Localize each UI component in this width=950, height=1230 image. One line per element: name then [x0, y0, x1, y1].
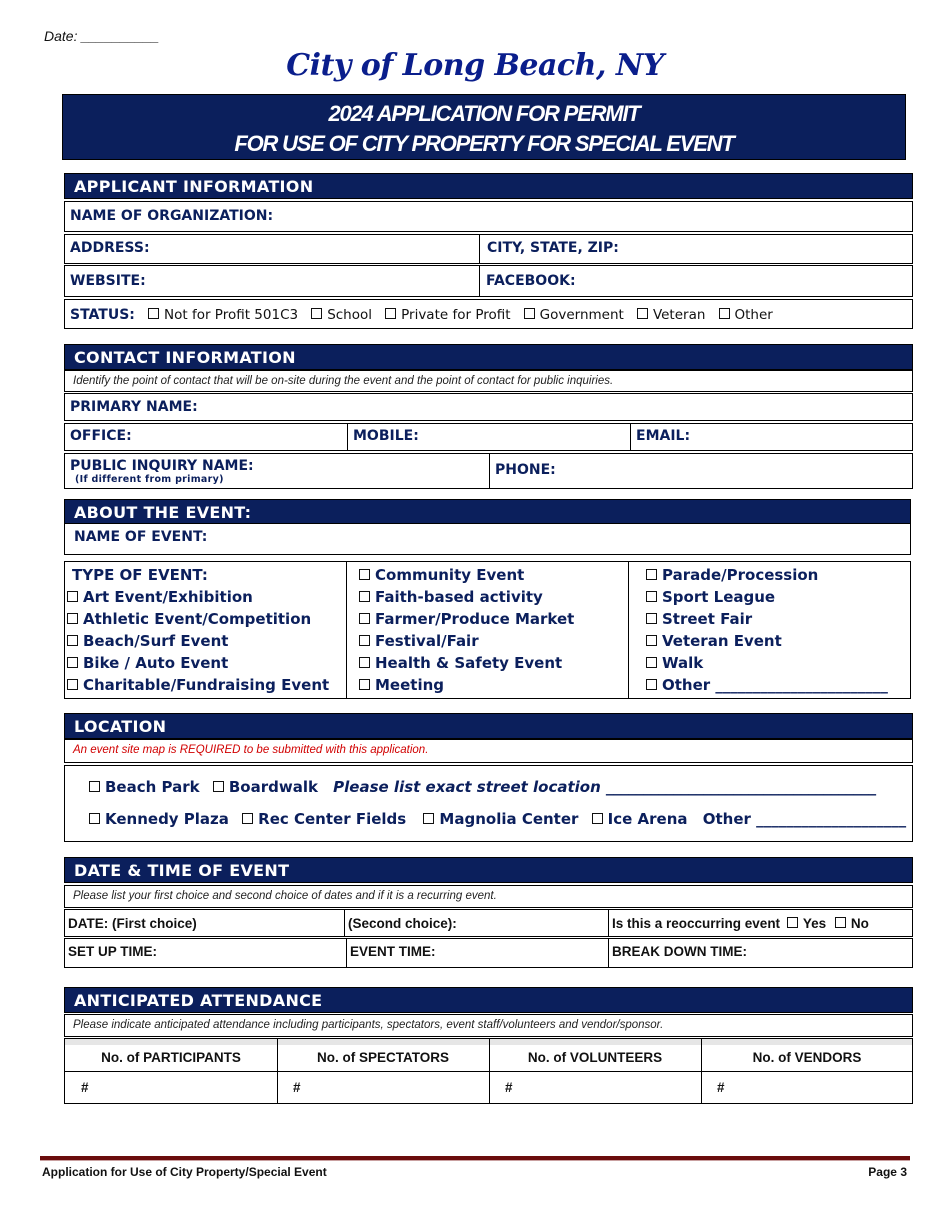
checkbox-icon	[719, 308, 730, 319]
event-type-col-2	[359, 564, 574, 696]
location-ice-arena[interactable]: Ice Arena	[592, 810, 688, 828]
status-option-veteran[interactable]: Veteran	[637, 307, 705, 323]
location-other-field[interactable]: Other ____________________	[702, 810, 907, 828]
checkbox-icon	[524, 308, 535, 319]
date-field[interactable]: Date: __________	[44, 28, 160, 44]
mobile-label: MOBILE:	[353, 428, 419, 444]
event-type-col-1	[67, 564, 329, 696]
attendance-section	[64, 987, 913, 1104]
checkbox-icon	[311, 308, 322, 319]
address-label: ADDRESS:	[70, 240, 150, 256]
website-label: WEBSITE:	[70, 273, 146, 289]
datetime-heading: DATE & TIME OF EVENT	[64, 857, 913, 883]
volunteers-header: No. of VOLUNTEERS	[527, 1050, 663, 1065]
status-option-private[interactable]: Private for Profit	[385, 307, 510, 323]
checkbox-icon	[67, 679, 78, 690]
status-option-government[interactable]: Government	[524, 307, 624, 323]
email-label: EMAIL:	[636, 428, 691, 444]
checkbox-icon	[646, 635, 657, 646]
page-number: Page 3	[868, 1165, 907, 1179]
primary-name-field[interactable]	[64, 393, 913, 421]
checkbox-icon	[592, 813, 603, 824]
attendance-note: Please indicate anticipated attendance including participants, spectators, event staff/volunteers and vendor/sponsor.	[73, 1019, 664, 1031]
attendance-heading: ANTICIPATED ATTENDANCE	[64, 987, 913, 1013]
date-row	[64, 909, 913, 937]
location-rec-center[interactable]: Rec Center Fields	[242, 810, 406, 828]
event-type-athletic[interactable]: Athletic Event/Competition	[67, 608, 329, 630]
recurring-yes[interactable]: Yes	[787, 916, 826, 931]
event-type-bike[interactable]: Bike / Auto Event	[67, 652, 329, 674]
status-option-nonprofit[interactable]: Not for Profit 501C3	[148, 307, 298, 323]
participants-input[interactable]: #	[81, 1080, 89, 1095]
office-row	[64, 423, 913, 451]
participants-header: No. of PARTICIPANTS	[101, 1050, 241, 1065]
recurring-question: Is this a reoccurring event Yes No	[612, 916, 869, 931]
attendance-table	[64, 1038, 913, 1104]
event-type-walk[interactable]: Walk	[646, 652, 888, 674]
status-option-other[interactable]: Other	[719, 307, 773, 323]
event-heading: ABOUT THE EVENT:	[64, 499, 911, 525]
checkbox-icon	[89, 781, 100, 792]
event-type-beach[interactable]: Beach/Surf Event	[67, 630, 329, 652]
status-label: STATUS:	[70, 307, 135, 323]
event-name-field[interactable]	[64, 523, 911, 555]
event-section	[64, 499, 911, 699]
attendance-note-row	[64, 1014, 913, 1037]
public-row	[64, 453, 913, 489]
vendors-header: No. of VENDORS	[752, 1050, 862, 1065]
web-row	[64, 265, 913, 297]
location-row-1	[89, 776, 876, 798]
event-type-farmer[interactable]: Farmer/Produce Market	[359, 608, 574, 630]
checkbox-icon	[242, 813, 253, 824]
public-inquiry-label: PUBLIC INQUIRY NAME:	[70, 458, 254, 474]
applicant-heading: APPLICANT INFORMATION	[64, 173, 913, 199]
org-name-field[interactable]	[64, 201, 913, 232]
spectators-header: No. of SPECTATORS	[316, 1050, 449, 1065]
form-title-banner	[62, 94, 906, 160]
event-type-art[interactable]: Art Event/Exhibition	[67, 586, 329, 608]
setup-time-label: SET UP TIME:	[68, 944, 158, 959]
public-inquiry-sublabel: (If different from primary)	[75, 474, 224, 485]
second-choice-label: (Second choice):	[348, 916, 457, 931]
event-type-other[interactable]: Other _______________________	[646, 674, 888, 696]
volunteers-input[interactable]: #	[505, 1080, 513, 1095]
breakdown-time-label: BREAK DOWN TIME:	[612, 944, 747, 959]
first-choice-label: DATE: (First choice)	[68, 916, 197, 931]
location-note: An event site map is REQUIRED to be submitted with this application.	[73, 744, 429, 756]
checkbox-icon	[637, 308, 648, 319]
checkbox-icon	[359, 679, 370, 690]
banner-line-2: FOR USE OF CITY PROPERTY FOR SPECIAL EVENT	[234, 131, 734, 156]
checkbox-icon	[359, 613, 370, 624]
event-type-col-3	[646, 564, 888, 696]
recurring-no[interactable]: No	[835, 916, 869, 931]
location-heading: LOCATION	[64, 713, 913, 739]
checkbox-icon	[646, 591, 657, 602]
applicant-section	[64, 173, 913, 329]
address-row	[64, 234, 913, 264]
status-row	[64, 299, 913, 329]
footer-title: Application for Use of City Property/Special Event	[42, 1165, 327, 1179]
event-type-street-fair[interactable]: Street Fair	[646, 608, 888, 630]
checkbox-icon	[67, 613, 78, 624]
spectators-input[interactable]: #	[293, 1080, 301, 1095]
location-beach-park[interactable]: Beach Park	[89, 778, 200, 796]
city-title: City of Long Beach, NY	[286, 48, 664, 83]
checkbox-icon	[646, 613, 657, 624]
checkbox-icon	[359, 591, 370, 602]
office-label: OFFICE:	[70, 428, 132, 444]
checkbox-icon	[213, 781, 224, 792]
location-row-2	[89, 808, 906, 830]
vendors-input[interactable]: #	[717, 1080, 725, 1095]
datetime-note-row	[64, 885, 913, 908]
checkbox-icon	[787, 917, 798, 928]
checkbox-icon	[646, 569, 657, 580]
location-note-row	[64, 739, 913, 763]
event-type-festival[interactable]: Festival/Fair	[359, 630, 574, 652]
datetime-note: Please list your first choice and second choice of dates and if it is a recurring event.	[73, 890, 497, 902]
datetime-section	[64, 857, 913, 969]
event-type-grid	[64, 561, 911, 699]
location-boardwalk[interactable]: Boardwalk	[213, 778, 318, 796]
org-name-label: NAME OF ORGANIZATION:	[70, 208, 274, 224]
status-option-school[interactable]: School	[311, 307, 372, 323]
checkbox-icon	[359, 635, 370, 646]
facebook-label: FACEBOOK:	[486, 273, 576, 289]
checkbox-icon	[423, 813, 434, 824]
checkbox-icon	[67, 657, 78, 668]
location-magnolia[interactable]: Magnolia Center	[423, 810, 578, 828]
event-type-veteran[interactable]: Veteran Event	[646, 630, 888, 652]
checkbox-icon	[67, 591, 78, 602]
checkbox-icon	[89, 813, 100, 824]
phone-label: PHONE:	[495, 462, 556, 478]
event-type-health[interactable]: Health & Safety Event	[359, 652, 574, 674]
checkbox-icon	[835, 917, 846, 928]
event-type-label: TYPE OF EVENT:	[72, 566, 208, 584]
event-type-meeting[interactable]: Meeting	[359, 674, 574, 696]
contact-section	[64, 344, 913, 489]
checkbox-icon	[359, 657, 370, 668]
contact-note: Identify the point of contact that will be on-site during the event and the point of contact for public inquiries.	[73, 375, 614, 387]
checkbox-icon	[359, 569, 370, 580]
time-row	[64, 938, 913, 968]
event-time-label: EVENT TIME:	[350, 944, 436, 959]
event-type-charitable[interactable]: Charitable/Fundraising Event	[67, 674, 329, 696]
checkbox-icon	[385, 308, 396, 319]
contact-note-row	[64, 370, 913, 392]
location-kennedy-plaza[interactable]: Kennedy Plaza	[89, 810, 229, 828]
city-state-zip-label: CITY, STATE, ZIP:	[487, 240, 619, 256]
contact-heading: CONTACT INFORMATION	[64, 344, 913, 370]
location-section	[64, 713, 913, 842]
checkbox-icon	[646, 657, 657, 668]
event-type-sport[interactable]: Sport League	[646, 586, 888, 608]
footer-divider	[40, 1156, 910, 1161]
location-options	[64, 765, 913, 842]
street-location-field[interactable]: Please list exact street location ____________________________________	[333, 778, 876, 796]
event-type-community[interactable]: Community Event	[359, 564, 574, 586]
checkbox-icon	[646, 679, 657, 690]
banner-line-1: 2024 APPLICATION FOR PERMIT	[328, 101, 640, 126]
checkbox-icon	[148, 308, 159, 319]
event-type-parade[interactable]: Parade/Procession	[646, 564, 888, 586]
checkbox-icon	[67, 635, 78, 646]
event-type-faith[interactable]: Faith-based activity	[359, 586, 574, 608]
event-name-label: NAME OF EVENT:	[74, 529, 208, 545]
primary-name-label: PRIMARY NAME:	[70, 399, 198, 415]
